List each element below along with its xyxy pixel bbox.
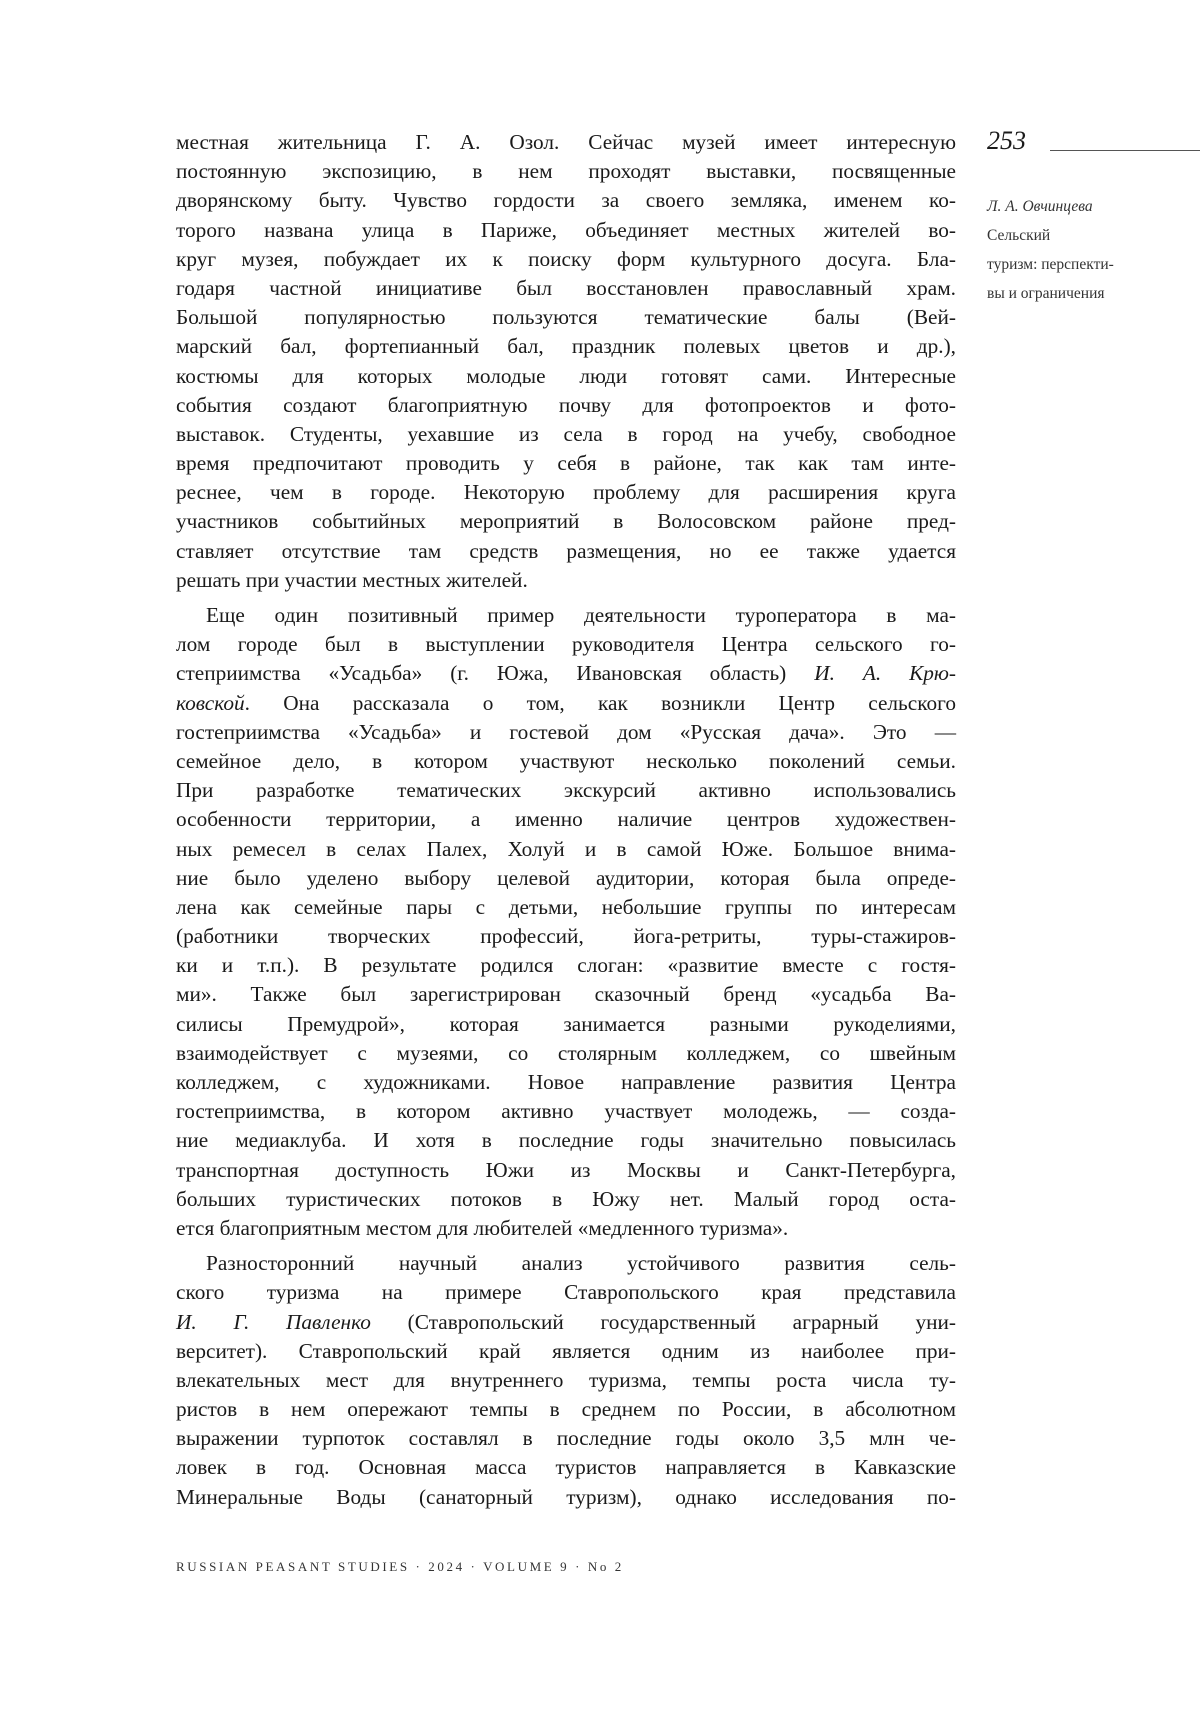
line-content: [176, 276, 956, 300]
text-line: [176, 1337, 956, 1366]
text-line: [176, 128, 956, 157]
line-content: [176, 1339, 956, 1363]
line-content: [176, 218, 956, 242]
page-number: 253: [987, 126, 1026, 156]
text-segment: ловек в год. Основная масса туристов направляется в Кавказские: [176, 1455, 956, 1479]
text-segment: местная жительница Г. А. Озол. Сейчас музей имеет интересную: [176, 130, 956, 154]
line-content: [206, 603, 956, 627]
text-segment: транспортная доступность Южи из Москвы и Санкт-Петербурга,: [176, 1158, 956, 1182]
text-line: [176, 689, 956, 718]
text-line: [176, 507, 956, 536]
text-segment: ние было уделено выбору целевой аудитории, которая была опреде-: [176, 866, 956, 890]
text-segment: реснее, чем в городе. Некоторую проблему для расширения круга: [176, 480, 956, 504]
line-content: [176, 305, 956, 329]
line-content: [176, 1070, 956, 1094]
text-segment: дворянскому быту. Чувство гордости за своего земляка, именем ко-: [176, 188, 956, 212]
text-line: [176, 1453, 956, 1482]
text-line: [176, 980, 956, 1009]
text-line: [176, 1483, 956, 1512]
text-segment: Еще один позитивный пример деятельности туроператора в ма-: [206, 603, 956, 627]
text-line: [176, 747, 956, 776]
line-content: [176, 422, 956, 446]
text-line: [176, 805, 956, 834]
line-content: [176, 1368, 956, 1392]
running-header: [987, 192, 1114, 308]
text-segment: решать при участии местных жителей.: [176, 568, 528, 592]
line-content: [176, 1012, 956, 1036]
text-segment: ского туризма на примере Ставропольского края представила: [176, 1280, 956, 1304]
text-line: [176, 922, 956, 951]
line-content: [176, 568, 528, 592]
line-content: [176, 364, 956, 388]
journal-footer: RUSSIAN PEASANT STUDIES · 2024 · VOLUME 9 · No 2: [176, 1559, 624, 1575]
text-line: [176, 630, 956, 659]
text-segment: выражении турпоток составлял в последние годы около 3,5 млн че-: [176, 1426, 956, 1450]
text-line: [176, 1308, 956, 1337]
paragraph: [176, 1249, 956, 1512]
text-line: [176, 478, 956, 507]
text-segment: ставляет отсутствие там средств размещения, но ее также удается: [176, 539, 956, 563]
line-content: [176, 1310, 956, 1334]
line-content: [176, 1280, 956, 1304]
line-content: [176, 1216, 788, 1240]
text-line: [176, 1278, 956, 1307]
text-segment: Минеральные Воды (санаторный туризм), однако исследования по-: [176, 1485, 956, 1509]
line-content: [176, 393, 956, 417]
line-content: [176, 1187, 956, 1211]
line-content: [176, 1128, 956, 1152]
article-body: [176, 128, 956, 1518]
text-segment: семейное дело, в котором участвуют несколько поколений семьи.: [176, 749, 956, 773]
text-line: [176, 718, 956, 747]
text-line: [176, 332, 956, 361]
text-line: [176, 157, 956, 186]
text-line: [176, 1366, 956, 1395]
text-segment: степриимства «Усадьба» (г. Южа, Ивановская область): [176, 661, 814, 685]
text-segment: гостеприимства «Усадьба» и гостевой дом «Русская дача». Это —: [176, 720, 956, 744]
text-segment: силисы Премудрой», которая занимается разными рукоделиями,: [176, 1012, 956, 1036]
line-content: [176, 1455, 956, 1479]
line-content: [176, 1397, 956, 1421]
text-line: [176, 362, 956, 391]
text-line: [176, 274, 956, 303]
line-content: [176, 159, 956, 183]
line-content: [176, 247, 956, 271]
text-line: [176, 186, 956, 215]
text-line: [176, 420, 956, 449]
text-line: [176, 1424, 956, 1453]
line-content: [176, 807, 956, 831]
line-content: [176, 334, 956, 358]
text-segment: ристов в нем опережают темпы в среднем по России, в абсолютном: [176, 1397, 956, 1421]
text-segment: Разносторонний научный анализ устойчивого развития сель-: [206, 1251, 956, 1275]
line-content: [176, 837, 956, 861]
text-segment: марский бал, фортепианный бал, праздник полевых цветов и др.),: [176, 334, 956, 358]
running-header-author: Л. А. Овчинцева: [987, 192, 1114, 221]
text-segment: лена как семейные пары с детьми, небольшие группы по интересам: [176, 895, 956, 919]
text-segment: ется благоприятным местом для любителей «медленного туризма».: [176, 1216, 788, 1240]
text-segment: события создают благоприятную почву для фотопроектов и фото-: [176, 393, 956, 417]
text-line: [176, 1185, 956, 1214]
line-content: [176, 749, 956, 773]
text-segment: костюмы для которых молодые люди готовят сами. Интересные: [176, 364, 956, 388]
text-segment: ных ремесел в селах Палех, Холуй и в самой Юже. Большое внима-: [176, 837, 956, 861]
text-line: [176, 893, 956, 922]
text-segment: больших туристических потоков в Южу нет. Малый город оста-: [176, 1187, 956, 1211]
text-segment: участников событийных мероприятий в Волосовском районе пред-: [176, 509, 956, 533]
text-segment: круг музея, побуждает их к поиску форм культурного досуга. Бла-: [176, 247, 956, 271]
line-content: [176, 130, 956, 154]
line-content: [176, 866, 956, 890]
line-content: [176, 632, 956, 656]
text-line: [176, 659, 956, 688]
line-content: [176, 188, 956, 212]
italic-name: И. Г. Павленко: [176, 1310, 371, 1334]
text-line: [176, 601, 956, 630]
paragraph: [176, 128, 956, 595]
text-segment: верситет). Ставропольский край является одним из наиболее при-: [176, 1339, 956, 1363]
running-header-title-line: Сельский: [987, 221, 1114, 250]
line-content: [176, 480, 956, 504]
running-header-title-line: туризм: перспекти-: [987, 250, 1114, 279]
line-content: [176, 661, 956, 685]
text-segment: влекательных мест для внутреннего туризма, темпы роста числа ту-: [176, 1368, 956, 1392]
text-segment: постоянную экспозицию, в нем проходят выставки, посвященные: [176, 159, 956, 183]
line-content: [176, 1426, 956, 1450]
text-segment: колледжем, с художниками. Новое направление развития Центра: [176, 1070, 956, 1094]
line-content: [176, 1485, 956, 1509]
paragraph: [176, 601, 956, 1243]
italic-name: ковской: [176, 691, 245, 715]
line-content: [176, 1041, 956, 1065]
text-line: [176, 303, 956, 332]
line-content: [176, 509, 956, 533]
text-segment: Большой популярностью пользуются тематические балы (Вей-: [176, 305, 956, 329]
text-segment: лом городе был в выступлении руководителя Центра сельского го-: [176, 632, 956, 656]
line-content: [176, 1158, 956, 1182]
text-line: [176, 1010, 956, 1039]
line-content: [176, 924, 956, 948]
text-line: [176, 1249, 956, 1278]
running-header-title-line: вы и ограничения: [987, 279, 1114, 308]
text-line: [176, 1395, 956, 1424]
text-segment: торого названа улица в Париже, объединяет местных жителей во-: [176, 218, 956, 242]
text-segment: время предпочитают проводить у себя в районе, так как там инте-: [176, 451, 956, 475]
text-segment: взаимодействует с музеями, со столярным колледжем, со швейным: [176, 1041, 956, 1065]
text-segment: ки и т.п.). В результате родился слоган: «развитие вместе с гостя-: [176, 953, 956, 977]
text-line: [176, 216, 956, 245]
text-line: [176, 566, 956, 595]
header-rule: [1050, 150, 1200, 151]
line-content: [206, 1251, 956, 1275]
text-line: [176, 1214, 956, 1243]
italic-name: И. А. Крю-: [814, 661, 956, 685]
text-line: [176, 537, 956, 566]
text-segment: При разработке тематических экскурсий активно использовались: [176, 778, 956, 802]
text-line: [176, 1126, 956, 1155]
line-content: [176, 720, 956, 744]
text-segment: особенности территории, а именно наличие центров художествен-: [176, 807, 956, 831]
text-segment: гостеприимства, в котором активно участвует молодежь, — созда-: [176, 1099, 956, 1123]
text-segment: годаря частной инициативе был восстановлен православный храм.: [176, 276, 956, 300]
text-line: [176, 245, 956, 274]
line-content: [176, 982, 956, 1006]
line-content: [176, 895, 956, 919]
text-line: [176, 864, 956, 893]
line-content: [176, 1099, 956, 1123]
text-segment: . Она рассказала о том, как возникли Центр сельского: [245, 691, 956, 715]
line-content: [176, 778, 956, 802]
line-content: [176, 691, 956, 715]
text-line: [176, 1097, 956, 1126]
text-line: [176, 951, 956, 980]
text-segment: выставок. Студенты, уехавшие из села в город на учебу, свободное: [176, 422, 956, 446]
line-content: [176, 451, 956, 475]
text-line: [176, 449, 956, 478]
text-segment: ние медиаклуба. И хотя в последние годы значительно повысилась: [176, 1128, 956, 1152]
text-segment: (Ставропольский государственный аграрный уни-: [371, 1310, 956, 1334]
line-content: [176, 539, 956, 563]
text-line: [176, 776, 956, 805]
text-line: [176, 1156, 956, 1185]
text-line: [176, 1039, 956, 1068]
text-segment: (работники творческих профессий, йога-ретриты, туры-стажиров-: [176, 924, 956, 948]
text-line: [176, 835, 956, 864]
text-line: [176, 391, 956, 420]
line-content: [176, 953, 956, 977]
text-line: [176, 1068, 956, 1097]
text-segment: ми». Также был зарегистрирован сказочный бренд «усадьба Ва-: [176, 982, 956, 1006]
